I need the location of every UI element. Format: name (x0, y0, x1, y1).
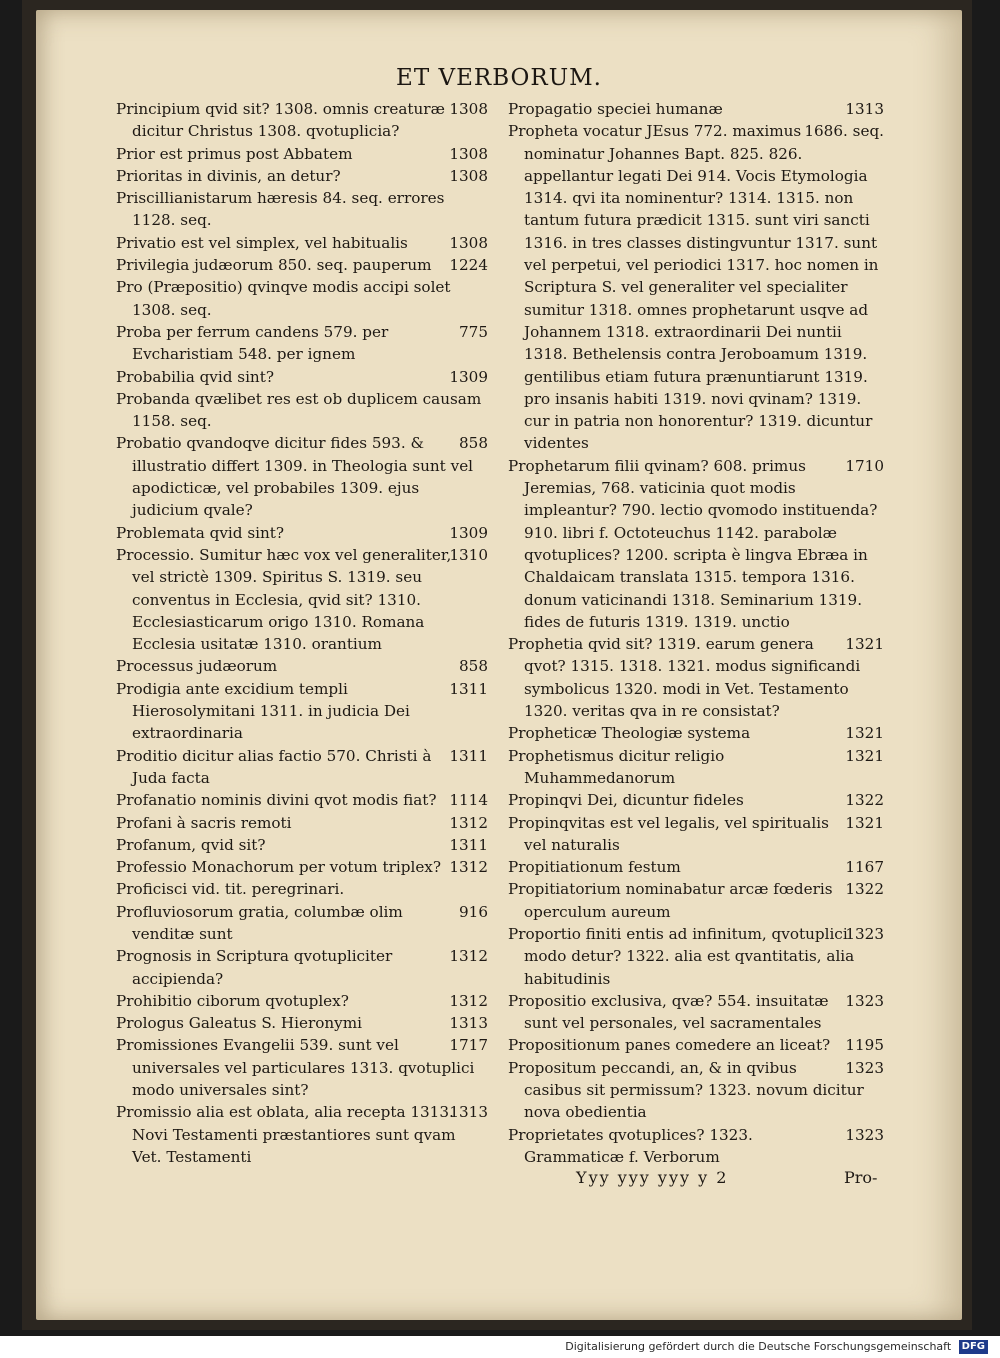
index-entry-text: Profanum, qvid sit? (116, 835, 266, 854)
index-entry-page: 1310 (449, 545, 488, 564)
index-entry-text: Pro (Præpositio) qvinqve modis accipi solet 1308. seq. (116, 278, 451, 319)
index-entry-text: Processio. Sumitur hæc vox vel generaliter, vel strictè 1309. Spiritus S. 1319. seu conventus in Ecclesia, qvid sit? 1310. Ecclesiasticarum origo 1310. Romana Ecclesia usitatæ 1310. orantium (116, 545, 452, 654)
index-entry-text: Propositum peccandi, an, & in qvibus casibus sit permissum? 1323. novum dicitur nova obedientia (508, 1058, 864, 1122)
index-entry (508, 1034, 884, 1056)
footer-credit: Digitalisierung gefördert durch die Deutsche Forschungsgemeinschaft (565, 1340, 952, 1353)
running-head: ET VERBORUM. (396, 65, 602, 91)
index-entry-page: 1323 (845, 1058, 884, 1077)
index-entry-page: 1312 (449, 858, 488, 877)
index-entry-text: Probanda qvælibet res est ob duplicem causam 1158. seq. (116, 389, 482, 431)
index-entry (116, 1101, 488, 1168)
index-entry-text: Profani à sacris remoti (116, 813, 292, 832)
index-entry-page: 1313 (845, 100, 884, 118)
index-entry (116, 522, 488, 544)
index-entry-page: 1313 (449, 1103, 488, 1122)
index-entry-page: 1321 (845, 746, 884, 765)
index-entry-text: Probatio qvandoqve dicitur fides 593. & illustratio differt 1309. in Theologia sunt vel apodicticæ, vel probabiles 1309. ejus judicium qvale? (116, 434, 474, 520)
catchword: Pro- (844, 1168, 878, 1187)
index-entry (508, 878, 884, 923)
index-entry-text: Privatio est vel simplex, vel habitualis (116, 233, 408, 252)
index-entry (116, 945, 488, 990)
index-entry (116, 655, 488, 677)
index-entry-text: Priscillianistarum hæresis 84. seq. errores 1128. seq. (116, 189, 445, 230)
index-entry-page: 1308 (449, 233, 488, 252)
index-entry-page: 858 (459, 657, 488, 676)
index-entry (116, 432, 488, 521)
index-entry-page: 1311 (449, 679, 488, 698)
index-entry-page: 1321 (845, 813, 884, 832)
index-entry-page: 1312 (449, 947, 488, 966)
index-entry (116, 276, 488, 321)
index-entry-text: Prophetia qvid sit? 1319. earum genera qvot? 1315. 1318. 1321. modus significandi symbolicus 1320. modi in Vet. Testamento 1320. veritas qva in re consistat? (508, 635, 861, 721)
index-entry-page: 1686. seq. (804, 122, 884, 141)
index-entry-page: 1309 (449, 367, 488, 386)
index-entry (116, 232, 488, 254)
index-entry (508, 856, 884, 878)
index-entry-page: 1308 (449, 144, 488, 163)
index-entry-text: Promissiones Evangelii 539. sunt vel universales vel particulares 1313. qvotuplici modo universales sint? (116, 1036, 475, 1100)
index-entry-page: 1322 (845, 791, 884, 810)
index-entry-page: 1323 (845, 991, 884, 1010)
index-entry-page: 1308 (449, 166, 488, 185)
index-entry (116, 789, 488, 811)
index-entry-text: Propitiationum festum (508, 858, 681, 877)
index-entry-page: 1312 (449, 991, 488, 1010)
index-entry-text: Propositionum panes comedere an liceat? (508, 1036, 831, 1055)
index-entry-text: Privilegia judæorum 850. seq. pauperum (116, 256, 432, 275)
index-entry (508, 98, 884, 120)
index-entry (116, 1012, 488, 1034)
index-entry (116, 878, 488, 900)
index-entry-page: 916 (459, 902, 488, 921)
index-entry (116, 254, 488, 276)
index-entry-page: 775 (459, 322, 488, 341)
index-entry (116, 321, 488, 366)
index-entry-page: 1321 (845, 635, 884, 654)
digitization-footer (0, 1336, 1000, 1358)
index-entry-text: Propitiatorium nominabatur arcæ fœderis operculum aureum (508, 880, 833, 921)
index-entry-text: Prophetarum filii qvinam? 608. primus Jeremias, 768. vaticinia quot modis impleantur? 790. lectio qvomodo instituenda? 910. libri f. Octoteuchus 1142. parabolæ qvotuplices? 1200. scripta è lingva Ebræa in Chaldaicam translata 1315. tempora 1316. donum vaticinandi 1318. Seminarium 1319. fides de futuris 1319. 1319. unctio (508, 456, 878, 631)
index-entry-text: Prodigia ante excidium templi Hierosolymitani 1311. in judicia Dei extraordinaria (116, 679, 410, 743)
index-entry (508, 923, 884, 990)
index-entry-text: Proficisci vid. tit. peregrinari. (116, 880, 345, 899)
index-entry-text: Proditio dicitur alias factio 570. Christi à Juda facta (116, 746, 432, 787)
index-entry (508, 1057, 884, 1124)
index-entry-page: 1322 (845, 880, 884, 899)
index-entry (116, 812, 488, 834)
index-entry-text: Promissio alia est oblata, alia recepta 1313. Novi Testamenti præstantiores sunt qvam Vet. Testamenti (116, 1103, 456, 1166)
index-entry-text: Propagatio speciei humanæ (508, 100, 723, 118)
index-entry (508, 633, 884, 722)
index-entry-page: 1309 (449, 523, 488, 542)
index-entry (508, 1124, 884, 1169)
index-entry-page: 1308 (449, 100, 488, 118)
index-entry (508, 745, 884, 790)
index-entry-page: 1321 (845, 724, 884, 743)
index-entry-text: Profanatio nominis divini qvot modis fiat? (116, 791, 437, 810)
scan-background (22, 0, 972, 1330)
left-index-column (116, 98, 488, 1168)
index-entry-text: Proba per ferrum candens 579. per Evcharistiam 548. per ignem (116, 322, 389, 364)
index-entry-page: 1114 (449, 791, 488, 810)
index-entry (116, 388, 488, 433)
index-entry (508, 455, 884, 633)
index-entry-page: 1195 (845, 1036, 884, 1055)
index-entry (116, 856, 488, 878)
book-page (36, 10, 962, 1320)
index-entry-text: Propinqvi Dei, dicuntur fideles (508, 791, 744, 810)
index-entry-text: Probabilia qvid sint? (116, 367, 274, 386)
index-entry-text: Prologus Galeatus S. Hieronymi (116, 1014, 362, 1033)
index-entry-text: Processus judæorum (116, 657, 278, 676)
index-entry-page: 1311 (449, 835, 488, 854)
index-entry-text: Prophetismus dicitur religio Muhammedanorum (508, 746, 725, 787)
index-entry-page: 1313 (449, 1014, 488, 1033)
dfg-logo-icon: DFG (959, 1340, 988, 1354)
index-entry-text: Prior est primus post Abbatem (116, 144, 353, 163)
index-entry-page: 1312 (449, 813, 488, 832)
index-entry-text: Prohibitio ciborum qvotuplex? (116, 991, 349, 1010)
index-entry (116, 990, 488, 1012)
index-entry (116, 1034, 488, 1101)
index-entry-text: Propheticæ Theologiæ systema (508, 724, 751, 743)
index-entry-text: Principium qvid sit? 1308. omnis creaturæ dicitur Christus 1308. qvotuplicia? (116, 100, 445, 141)
signature-mark: Yyy yyy yyy y 2 (576, 1168, 729, 1187)
index-entry-page: 1717 (449, 1036, 488, 1055)
index-entry (116, 143, 488, 165)
index-entry (508, 722, 884, 744)
index-entry (116, 98, 488, 143)
index-entry (508, 990, 884, 1035)
index-entry-page: 1311 (449, 746, 488, 765)
index-entry-page: 1224 (449, 256, 488, 275)
index-entry (116, 901, 488, 946)
index-entry-text: Problemata qvid sint? (116, 523, 285, 542)
index-entry (508, 812, 884, 857)
index-entry-text: Propinqvitas est vel legalis, vel spiritualis vel naturalis (508, 813, 829, 854)
index-entry (116, 544, 488, 655)
index-entry-page: 1710 (845, 456, 884, 475)
index-entry-page: 858 (459, 434, 488, 453)
index-entry-text: Propositio exclusiva, qvæ? 554. insuitatæ sunt vel personales, vel sacramentales (508, 991, 829, 1033)
index-entry-text: Prioritas in divinis, an detur? (116, 166, 341, 185)
index-entry-text: Proprietates qvotuplices? 1323. Grammaticæ f. Verborum (508, 1125, 753, 1166)
index-entry-page: 1323 (845, 924, 884, 943)
index-entry-text: Professio Monachorum per votum triplex? (116, 858, 442, 877)
index-entry-text: Propheta vocatur JEsus 772. maximus nominatur Johannes Bapt. 825. 826. appellantur legati Dei 914. Vocis Etymologia 1314. qvi ita nominentur? 1314. 1315. non tantum futura prædicit 1315. sunt viri sancti 1316. in tres classes distingvuntur 1317. sunt vel perpetui, vel periodici 1317. hoc nomen in Scriptura S. vel generaliter vel specialiter sumitur 1318. omnes prophetarunt usqve ad Johannem 1318. extraordinarii Dei nuntii 1318. Bethelensis contra Jeroboamum 1319. gentilibus etiam futura prænuntiarunt 1319. pro insanis habiti 1319. novi qvinam? 1319. cur in patria non honorentur? 1319. dicuntur videntes (508, 122, 879, 453)
index-entry (116, 165, 488, 187)
index-entry (508, 789, 884, 811)
index-entry (116, 366, 488, 388)
index-entry-text: Prognosis in Scriptura qvotupliciter accipienda? (116, 947, 393, 988)
index-entry (116, 187, 488, 232)
index-entry-text: Profluviosorum gratia, columbæ olim venditæ sunt (116, 902, 403, 943)
index-entry (116, 834, 488, 856)
index-entry (116, 745, 488, 790)
index-entry-page: 1323 (845, 1125, 884, 1144)
index-entry-text: Proportio finiti entis ad infinitum, qvotuplici modo detur? 1322. alia est qvantitatis, alia habitudinis (508, 924, 855, 988)
index-entry-page: 1167 (845, 858, 884, 877)
index-entry (508, 120, 884, 454)
index-entry (116, 678, 488, 745)
right-index-column (508, 98, 884, 1168)
